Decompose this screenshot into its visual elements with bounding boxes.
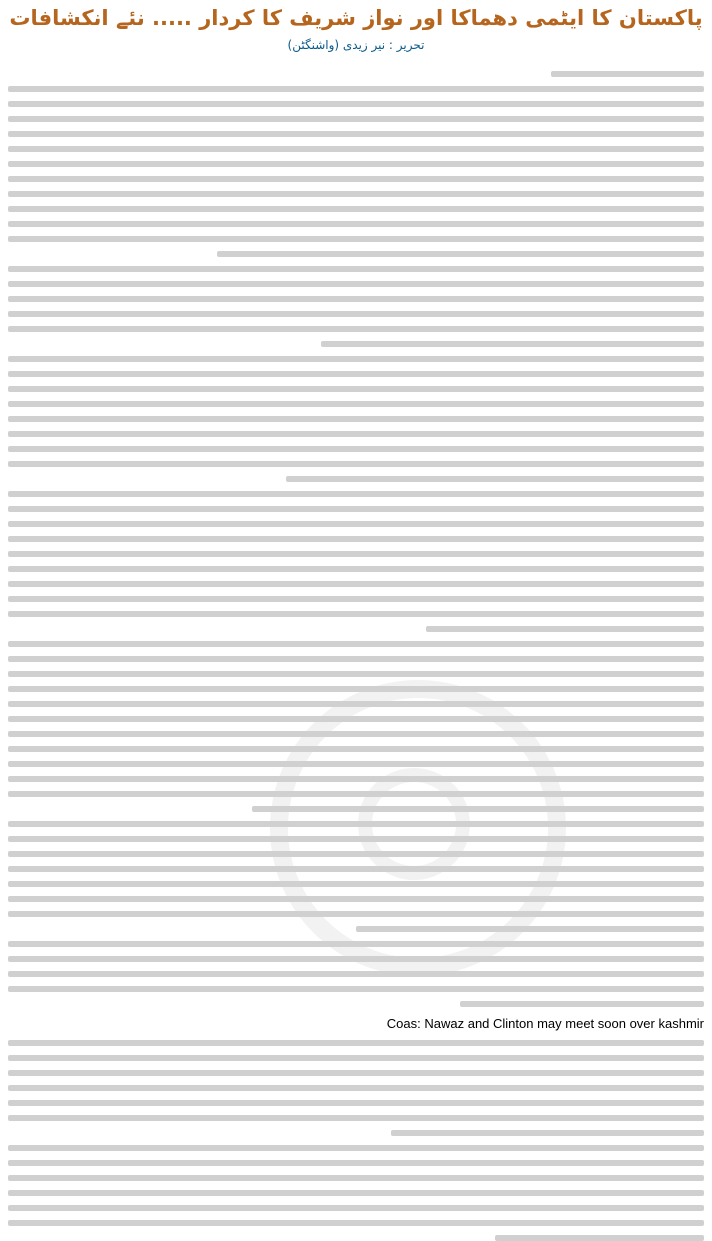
english-caption: Coas: Nawaz and Clinton may meet soon over kashmir [386, 1016, 704, 1031]
text-line [8, 731, 704, 737]
text-line [391, 1130, 704, 1136]
text-line [8, 296, 704, 302]
text-line [8, 1085, 704, 1091]
article-header [0, 0, 712, 53]
text-line [8, 1175, 704, 1181]
text-line [8, 956, 704, 962]
text-line [8, 521, 704, 527]
text-line [8, 596, 704, 602]
article-title: پاکستان کا ایٹمی دھماکا اور نواز شریف کا کردار ..... نئے انکشافات [9, 6, 703, 30]
text-line [8, 461, 704, 467]
text-line [8, 896, 704, 902]
text-line [8, 431, 704, 437]
text-line [8, 866, 704, 872]
text-line [8, 581, 704, 587]
text-line [217, 251, 704, 257]
text-line [8, 1070, 704, 1076]
text-line [426, 626, 704, 632]
text-line [8, 1100, 704, 1106]
paragraph-7 [8, 941, 704, 1007]
text-line [8, 551, 704, 557]
text-line [8, 1160, 704, 1166]
text-line [8, 986, 704, 992]
text-line [8, 116, 704, 122]
paragraph-9 [8, 1145, 704, 1241]
text-line [8, 281, 704, 287]
text-line [8, 776, 704, 782]
article-byline: تحریر : نیر زیدی (واشنگٹن) [287, 38, 425, 52]
text-line [8, 851, 704, 857]
text-line [8, 791, 704, 797]
text-line [8, 326, 704, 332]
text-line [8, 1205, 704, 1211]
text-line [8, 941, 704, 947]
text-line [8, 881, 704, 887]
text-line [8, 176, 704, 182]
text-line [8, 401, 704, 407]
text-line [8, 641, 704, 647]
text-line [8, 311, 704, 317]
text-line [8, 911, 704, 917]
text-line [356, 926, 704, 932]
text-line [8, 701, 704, 707]
text-line [460, 1001, 704, 1007]
text-line [8, 671, 704, 677]
text-line [321, 341, 704, 347]
text-line [8, 371, 704, 377]
text-line [8, 761, 704, 767]
paragraph-6 [8, 821, 704, 932]
paragraph-5 [8, 641, 704, 812]
text-line [8, 1190, 704, 1196]
paragraph-8 [8, 1040, 704, 1136]
text-line [8, 221, 704, 227]
text-line [8, 101, 704, 107]
paragraph-1 [8, 71, 704, 257]
article-body [8, 62, 704, 1139]
text-line [8, 206, 704, 212]
text-line [8, 131, 704, 137]
text-line [8, 716, 704, 722]
text-line [8, 1145, 704, 1151]
text-line [8, 1220, 704, 1226]
text-line [286, 476, 704, 482]
text-line [8, 1040, 704, 1046]
text-line [8, 191, 704, 197]
text-line [8, 971, 704, 977]
text-line [8, 821, 704, 827]
text-line [8, 656, 704, 662]
text-line [495, 1235, 704, 1241]
text-line [551, 71, 704, 77]
text-line [8, 86, 704, 92]
text-line [8, 491, 704, 497]
text-line [8, 536, 704, 542]
paragraph-2 [8, 266, 704, 347]
text-line [8, 266, 704, 272]
text-line [8, 146, 704, 152]
text-line [252, 806, 704, 812]
text-line [8, 566, 704, 572]
text-line [8, 446, 704, 452]
text-line [8, 746, 704, 752]
text-line [8, 836, 704, 842]
text-line [8, 236, 704, 242]
text-line [8, 611, 704, 617]
text-line [8, 1115, 704, 1121]
paragraph-4 [8, 491, 704, 632]
text-line [8, 1055, 704, 1061]
text-line [8, 386, 704, 392]
text-line [8, 506, 704, 512]
text-line [8, 686, 704, 692]
text-line [8, 161, 704, 167]
text-line [8, 416, 704, 422]
text-line [8, 356, 704, 362]
paragraph-3 [8, 356, 704, 482]
